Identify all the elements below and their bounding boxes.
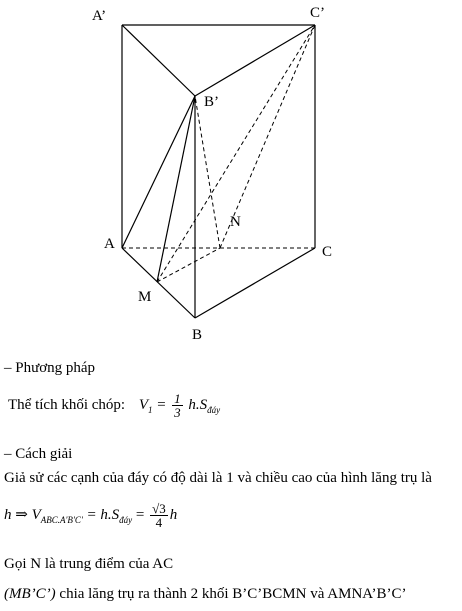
label-a: A <box>104 236 115 252</box>
label-c-prime: C’ <box>310 5 325 21</box>
edge-a-b <box>122 248 195 318</box>
assume-line-2: h ⇒ $V_{ABC.A'B'C'} = h.S_{đáy}$ = $\frac{√3}{4}$ h <box>4 501 178 530</box>
edge-a-b-prime <box>122 96 195 248</box>
assume-line-1: Giả sử các cạnh của đáy có độ dài là 1 và chiều cao của hình lăng trụ là <box>4 470 432 486</box>
assume-prefix: h ⇒ V <box>4 506 41 523</box>
volume-label: Thể tích khối chóp: <box>8 396 126 413</box>
edge-m-b-prime <box>157 96 195 282</box>
midpoint-line: Gọi N là trung điểm của AC <box>4 556 174 572</box>
method-heading: – Phương pháp <box>4 360 96 376</box>
label-c: C <box>322 244 333 260</box>
assume-mid: = h.S <box>82 506 120 523</box>
solution-heading: – Cách giải <box>4 446 73 462</box>
edge-m-c-prime-hidden <box>157 25 315 282</box>
assume-mid-sub: đáy <box>119 514 133 525</box>
volume-v-sub: 1 <box>147 404 153 415</box>
edge-a-prime-b-prime <box>122 25 195 96</box>
volume-formula-line: Thể tích khối chóp: $V_1$ = $\frac{1}{3}$ $h.S_{đáy}$ <box>8 391 221 420</box>
label-b: B <box>192 327 203 343</box>
assume-end: h <box>169 506 178 523</box>
volume-v: V <box>138 396 148 413</box>
edge-b-c <box>195 248 315 318</box>
edge-n-b-prime-hidden <box>195 96 220 248</box>
label-b-prime: B’ <box>204 94 219 110</box>
edge-b-prime-c-prime <box>195 25 315 96</box>
assume-fraction-num: √3 <box>152 501 166 516</box>
division-text: chia lăng trụ ra thành 2 khối B’C’BCMN và AMNA’B’C’ <box>55 586 407 602</box>
assume-fraction <box>150 502 168 529</box>
edge-m-n-hidden <box>157 248 220 282</box>
volume-rhs: h.S <box>188 396 208 413</box>
assume-prefix-sub: ABC.A'B'C' <box>40 514 83 525</box>
label-m: M <box>138 289 152 305</box>
volume-fraction-den: 3 <box>174 405 181 420</box>
label-a-prime: A’ <box>92 8 107 24</box>
volume-rhs-sub: đáy <box>207 404 221 415</box>
division-line <box>4 586 406 603</box>
plane-label: (MB’C’) <box>4 586 56 602</box>
volume-fraction-num: 1 <box>174 391 181 406</box>
volume-fraction <box>172 392 183 419</box>
assume-fraction-den: 4 <box>155 515 163 530</box>
label-n: N <box>230 214 241 230</box>
